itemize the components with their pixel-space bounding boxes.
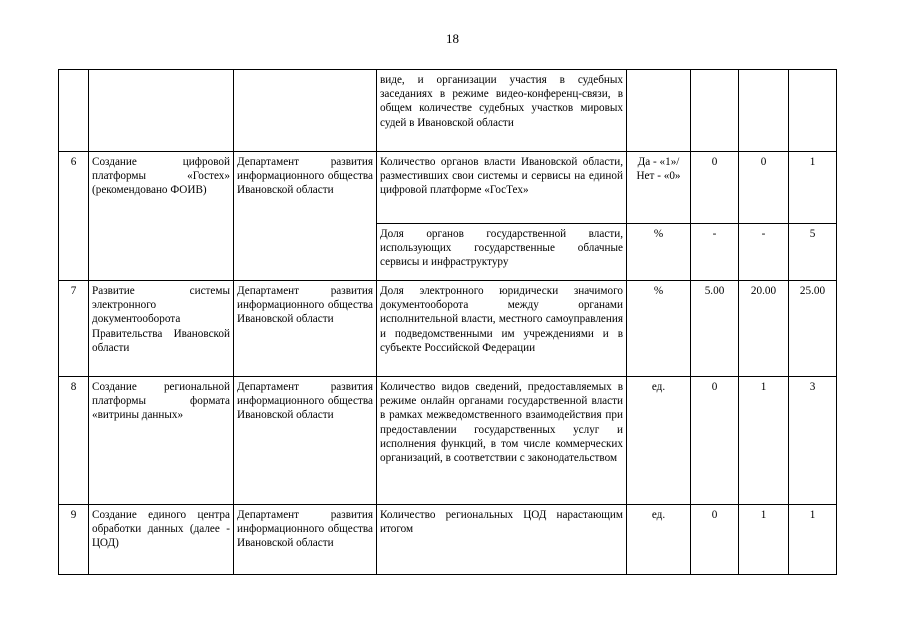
row-number: 7 [59, 281, 89, 377]
indicator-value-3: 25.00 [789, 281, 837, 377]
indicator-value-2: - [739, 224, 789, 281]
table-row [59, 281, 837, 377]
indicator-text: Количество органов власти Ивановской области, разместивших свои системы и сервисы на единой цифровой платформе «ГосТех» [377, 152, 627, 224]
indicator-text: виде, и организации участия в судебных заседаниях в режиме видео-конференц-связи, в общем количестве судебных участков мировых судей в Ивановской области [377, 70, 627, 152]
table-row [59, 152, 837, 224]
indicator-value-3: 5 [789, 224, 837, 281]
measures-table [58, 69, 837, 575]
row-number [59, 70, 89, 152]
indicator-value-1: - [691, 224, 739, 281]
measure-name: Создание цифровой платформы «Гостех» (рекомендовано ФОИВ) [89, 152, 234, 281]
indicator-value-1: 5.00 [691, 281, 739, 377]
page-number: 18 [446, 31, 459, 46]
indicator-value-3: 3 [789, 377, 837, 505]
indicator-value-2: 20.00 [739, 281, 789, 377]
indicator-value-3: 1 [789, 505, 837, 575]
indicator-value-2: 1 [739, 377, 789, 505]
indicator-value-1 [691, 70, 739, 152]
indicator-value-1: 0 [691, 377, 739, 505]
row-number: 8 [59, 377, 89, 505]
indicator-value-3 [789, 70, 837, 152]
row-number: 9 [59, 505, 89, 575]
measure-name [89, 70, 234, 152]
responsible-department: Департамент развития информационного общества Ивановской области [234, 377, 377, 505]
indicator-unit: ед. [627, 377, 691, 505]
measure-name: Развитие системы электронного документооборота Правительства Ивановской области [89, 281, 234, 377]
table-row [59, 377, 837, 505]
responsible-department: Департамент развития информационного общества Ивановской области [234, 505, 377, 575]
indicator-text: Доля органов государственной власти, использующих государственные облачные сервисы и инфраструктуру [377, 224, 627, 281]
indicator-unit: % [627, 224, 691, 281]
indicator-text: Доля электронного юридически значимого документооборота между органами исполнительной власти, местного самоуправления и подведомственными им учреждениями и в субъекте Российской Федерации [377, 281, 627, 377]
indicator-unit: ед. [627, 505, 691, 575]
indicator-unit: % [627, 281, 691, 377]
measure-name: Создание региональной платформы формата «витрины данных» [89, 377, 234, 505]
indicator-text: Количество видов сведений, предоставляемых в режиме онлайн органами государственной власти в рамках межведомственного взаимодействия при предоставлении государственных услуг и исполнения функций, в том числе коммерческих организаций, в соответствии с законодательством [377, 377, 627, 505]
measure-name: Создание единого центра обработки данных (далее - ЦОД) [89, 505, 234, 575]
indicator-value-3: 1 [789, 152, 837, 224]
indicator-unit: Да - «1»/ Нет - «0» [627, 152, 691, 224]
indicator-value-2: 0 [739, 152, 789, 224]
indicator-value-1: 0 [691, 505, 739, 575]
indicator-text: Количество региональных ЦОД нарастающим итогом [377, 505, 627, 575]
indicator-unit [627, 70, 691, 152]
indicator-value-2: 1 [739, 505, 789, 575]
indicator-value-1: 0 [691, 152, 739, 224]
responsible-department [234, 70, 377, 152]
responsible-department: Департамент развития информационного общества Ивановской области [234, 152, 377, 281]
row-number: 6 [59, 152, 89, 281]
responsible-department: Департамент развития информационного общества Ивановской области [234, 281, 377, 377]
indicator-value-2 [739, 70, 789, 152]
table-row [59, 70, 837, 152]
table-row [59, 505, 837, 575]
